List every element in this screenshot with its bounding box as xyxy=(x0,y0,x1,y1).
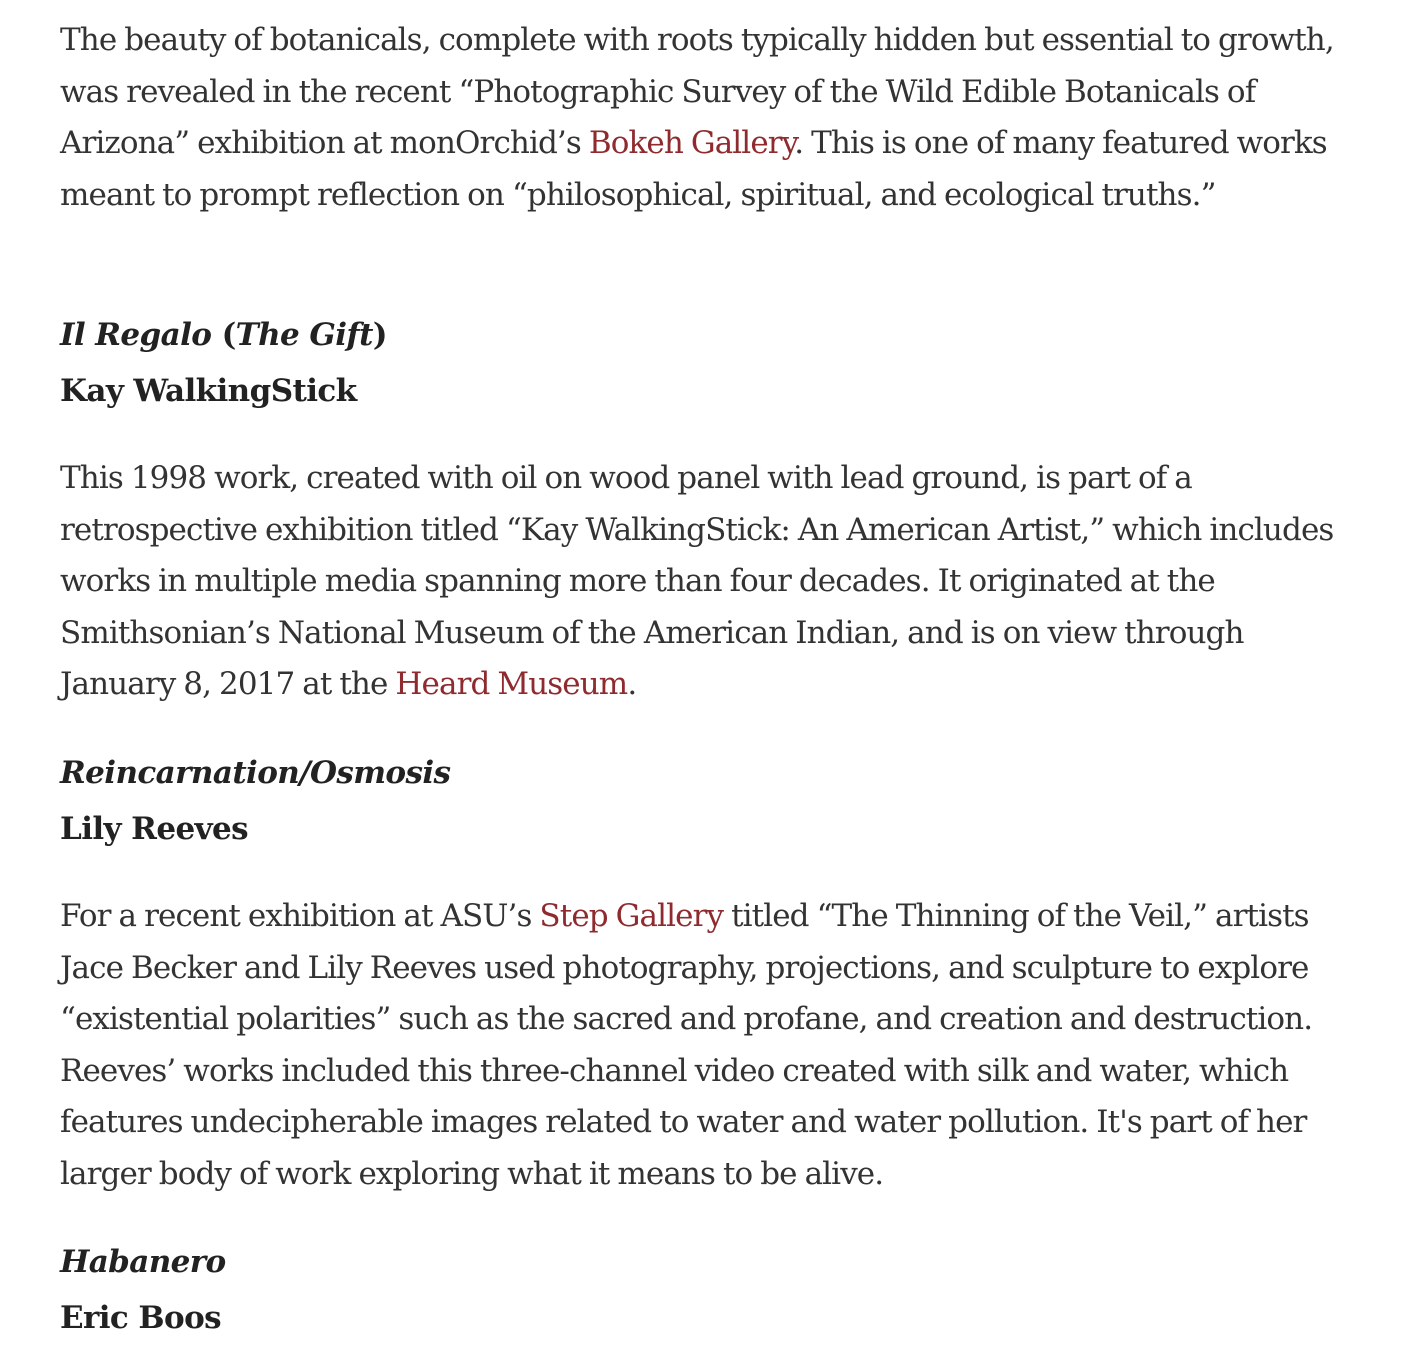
paren-close: ) xyxy=(372,317,387,353)
paragraph-text: For a recent exhibition at ASU’s xyxy=(60,898,540,934)
paragraph-bokeh-gallery xyxy=(60,15,1360,221)
heard-museum-link[interactable]: Heard Museum xyxy=(395,666,628,703)
work-title-english: The Gift xyxy=(235,317,373,353)
work-title-il-regalo xyxy=(60,315,387,355)
paragraph-step-gallery xyxy=(60,891,1360,1201)
step-gallery-link[interactable]: Step Gallery xyxy=(539,898,724,934)
paren-open: ( xyxy=(211,317,236,353)
artist-name: Lily Reeves xyxy=(60,811,248,847)
paragraph-text: . This is one of many featured works meant to prompt reflection on “philosophical, spiritual, and ecological truths.” xyxy=(60,125,1327,213)
bokeh-gallery-link[interactable]: Bokeh Gallery xyxy=(588,125,795,162)
paragraph-text: . xyxy=(627,666,637,703)
paragraph-text: titled “The Thinning of the Veil,” artists Jace Becker and Lily Reeves used photography, projections, and sculpture to explore “existential polarities” such as the sacred and profane, and creation and destruction. Reeves’ works included this three-channel video created with silk and water, which features undecipherable images related to water and water pollution. It's part of her larger body of work exploring what it means to be alive. xyxy=(60,898,1313,1192)
work-title-reincarnation: Reincarnation/Osmosis xyxy=(60,755,451,791)
artist-name: Kay WalkingStick xyxy=(60,373,357,409)
paragraph-walkingstick xyxy=(60,453,1360,711)
work-title-italian: Il Regalo xyxy=(60,317,212,353)
artist-name: Eric Boos xyxy=(60,1300,222,1336)
paragraph-text: The beauty of botanicals, complete with roots typically hidden but essential to growth, was revealed in the recent “Photographic Survey of the Wild Edible Botanicals of Arizona” exhibition at monOrchid’s xyxy=(60,22,1334,162)
paragraph-text: This 1998 work, created with oil on wood panel with lead ground, is part of a retrospective exhibition titled “Kay WalkingStick: An American Artist,” which includes works in multiple media spanning more than four decades. It originated at the Smithsonian’s National Museum of the American Indian, and is on view through January 8, 2017 at the xyxy=(60,460,1334,703)
work-title-habanero: Habanero xyxy=(60,1244,226,1280)
